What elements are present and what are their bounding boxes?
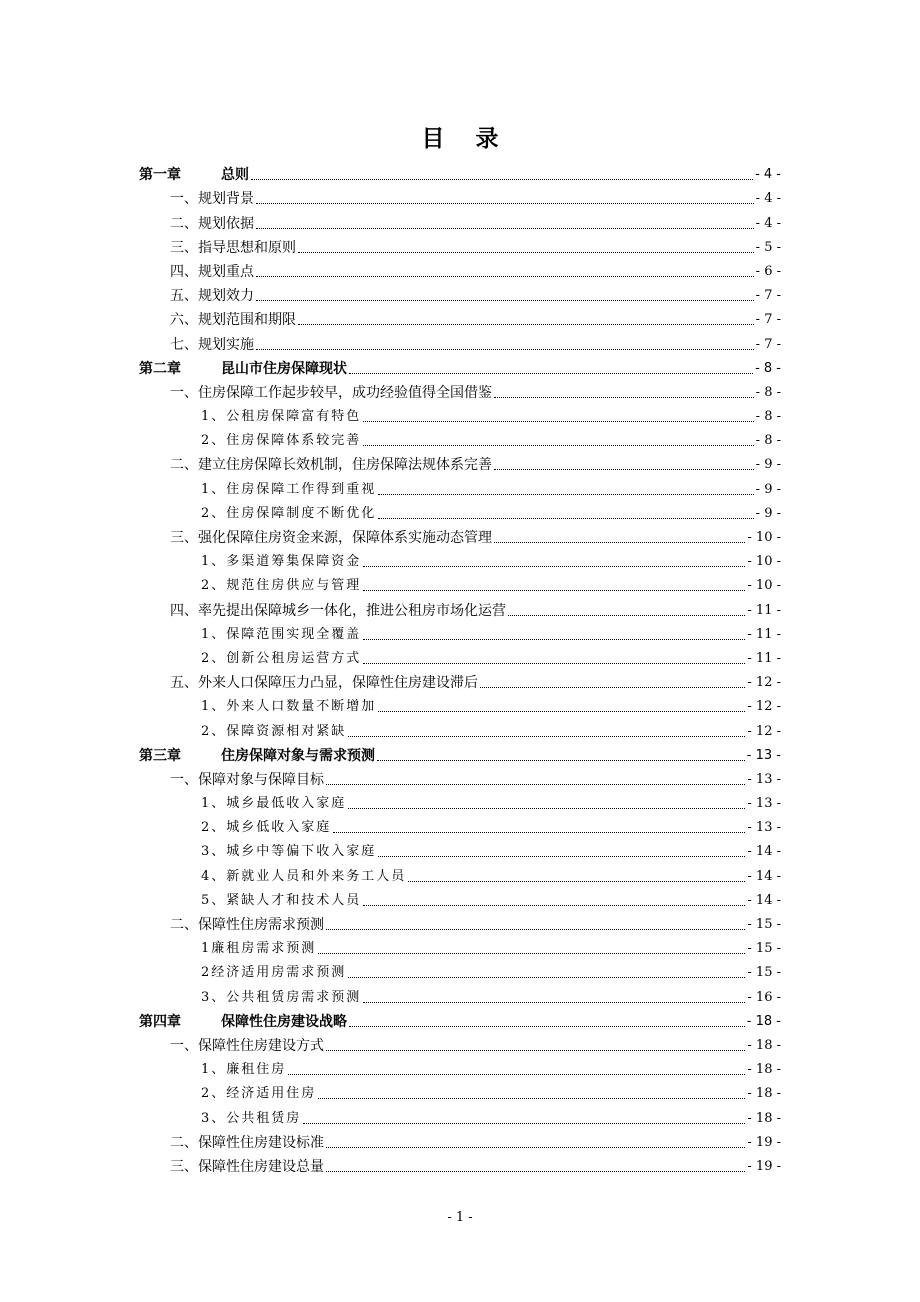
toc-dot-leader (326, 1050, 745, 1051)
toc-dot-leader (508, 615, 745, 616)
table-of-contents (139, 160, 781, 1176)
toc-page-number: - 11 - (747, 626, 781, 642)
toc-dot-leader (251, 179, 753, 180)
toc-entry-title: 1廉租房需求预测 (201, 941, 317, 957)
toc-page-number: - 9 - (755, 505, 781, 521)
toc-entry-title: 1、多渠道筹集保障资金 (201, 554, 362, 570)
toc-entry-title: 1、住房保障工作得到重视 (201, 481, 377, 497)
toc-entry-title: 1、城乡最低收入家庭 (201, 796, 347, 812)
toc-dot-leader (494, 542, 745, 543)
toc-page-number: - 8 - (755, 360, 781, 376)
toc-entry-title: 昆山市住房保障现状 (221, 360, 347, 377)
toc-section-entry[interactable] (139, 305, 781, 329)
toc-page-number: - 18 - (747, 1110, 781, 1126)
toc-page-number: - 18 - (747, 1037, 781, 1053)
toc-subsection-entry[interactable] (139, 571, 781, 595)
toc-dot-leader (256, 203, 754, 204)
toc-section-entry[interactable] (139, 765, 781, 789)
toc-entry-title: 1、外来人口数量不断增加 (201, 699, 377, 715)
toc-dot-leader (363, 663, 745, 664)
toc-subsection-entry[interactable] (139, 837, 781, 861)
toc-entry-title: 六、规划范围和期限 (170, 312, 296, 329)
toc-page-number: - 10 - (747, 554, 781, 570)
toc-dot-leader (326, 1171, 745, 1172)
toc-chapter-number: 第四章 (139, 1013, 181, 1030)
toc-section-entry[interactable] (139, 1152, 781, 1176)
toc-entry-title: 1、公租房保障富有特色 (201, 409, 362, 425)
toc-page-number: - 14 - (747, 844, 781, 860)
toc-chapter-number: 第三章 (139, 747, 181, 764)
toc-entry-title: 一、保障对象与保障目标 (170, 771, 324, 788)
toc-section-entry[interactable] (139, 1128, 781, 1152)
toc-dot-leader (348, 977, 745, 978)
toc-page-number: - 15 - (747, 965, 781, 981)
toc-dot-leader (256, 300, 754, 301)
toc-page-number: - 18 - (747, 1062, 781, 1078)
toc-dot-leader (303, 1123, 745, 1124)
toc-subsection-entry[interactable] (139, 426, 781, 450)
toc-dot-leader (326, 784, 745, 785)
toc-entry-title: 2、住房保障体系较完善 (201, 433, 362, 449)
toc-subsection-entry[interactable] (139, 692, 781, 716)
toc-entry-title: 1、廉租住房 (201, 1062, 287, 1078)
toc-entry-title: 总则 (221, 167, 249, 184)
toc-section-entry[interactable] (139, 1031, 781, 1055)
toc-dot-leader (318, 953, 745, 954)
toc-chapter-entry[interactable] (139, 354, 781, 378)
toc-dot-leader (494, 397, 754, 398)
toc-subsection-entry[interactable] (139, 958, 781, 982)
toc-entry-title: 2、创新公租房运营方式 (201, 650, 362, 666)
toc-page-number: - 7 - (755, 336, 781, 352)
toc-entry-title: 四、规划重点 (170, 263, 254, 280)
toc-dot-leader (363, 445, 753, 446)
toc-page-number: - 19 - (747, 1134, 781, 1150)
toc-page-number: - 8 - (755, 433, 781, 449)
toc-entry-title: 一、保障性住房建设方式 (170, 1037, 324, 1054)
toc-page-number: - 7 - (755, 312, 781, 328)
toc-page-number: - 4 - (755, 167, 781, 183)
toc-dot-leader (298, 252, 754, 253)
toc-entry-title: 三、指导思想和原则 (170, 239, 296, 256)
toc-chapter-entry[interactable] (139, 741, 781, 765)
toc-dot-leader (363, 590, 745, 591)
toc-dot-leader (349, 373, 753, 374)
toc-dot-leader (256, 228, 754, 229)
toc-entry-title: 2、规范住房供应与管理 (201, 578, 362, 594)
toc-dot-leader (378, 711, 745, 712)
toc-subsection-entry[interactable] (139, 1079, 781, 1103)
toc-entry-title: 2、城乡低收入家庭 (201, 820, 332, 836)
toc-page-number: - 4 - (755, 191, 781, 207)
toc-dot-leader (378, 494, 753, 495)
toc-entry-title: 5、紧缺人才和技术人员 (201, 892, 362, 908)
toc-entry-title: 一、规划背景 (170, 191, 254, 208)
toc-subsection-entry[interactable] (139, 402, 781, 426)
toc-page-number: - 12 - (747, 675, 781, 691)
toc-dot-leader (363, 421, 753, 422)
toc-dot-leader (348, 808, 745, 809)
toc-subsection-entry[interactable] (139, 861, 781, 885)
toc-page-number: - 10 - (747, 578, 781, 594)
toc-page-number: - 14 - (747, 892, 781, 908)
toc-dot-leader (326, 929, 745, 930)
toc-subsection-entry[interactable] (139, 620, 781, 644)
toc-page-number: - 12 - (747, 699, 781, 715)
page-number-footer: - 1 - (447, 1210, 473, 1225)
toc-subsection-entry[interactable] (139, 1103, 781, 1127)
toc-subsection-entry[interactable] (139, 716, 781, 740)
toc-entry-title: 住房保障对象与需求预测 (221, 747, 375, 764)
toc-entry-title: 4、新就业人员和外来务工人员 (201, 868, 407, 884)
toc-page-number: - 6 - (755, 263, 781, 279)
toc-page-number: - 9 - (755, 457, 781, 473)
toc-section-entry[interactable] (139, 523, 781, 547)
toc-entry-title: 1、保障范围实现全覆盖 (201, 626, 362, 642)
toc-entry-title: 一、住房保障工作起步较早，成功经验值得全国借鉴 (170, 384, 492, 401)
toc-subsection-entry[interactable] (139, 886, 781, 910)
toc-page-number: - 7 - (755, 288, 781, 304)
toc-dot-leader (363, 639, 745, 640)
toc-entry-title: 3、城乡中等偏下收入家庭 (201, 844, 377, 860)
toc-subsection-entry[interactable] (139, 499, 781, 523)
toc-chapter-entry[interactable] (139, 160, 781, 184)
toc-entry-title: 三、保障性住房建设总量 (170, 1158, 324, 1175)
toc-chapter-entry[interactable] (139, 1007, 781, 1031)
toc-section-entry[interactable] (139, 595, 781, 619)
toc-dot-leader (363, 566, 745, 567)
toc-page-number: - 16 - (747, 989, 781, 1005)
toc-subsection-entry[interactable] (139, 547, 781, 571)
toc-entry-title: 三、强化保障住房资金来源，保障体系实施动态管理 (170, 530, 492, 546)
toc-entry-title: 2、经济适用住房 (201, 1086, 317, 1102)
toc-subsection-entry[interactable] (139, 934, 781, 958)
toc-dot-leader (288, 1074, 745, 1075)
toc-dot-leader (326, 1147, 745, 1148)
toc-entry-title: 二、建立住房保障长效机制，住房保障法规体系完善 (170, 457, 492, 474)
toc-page-number: - 13 - (747, 820, 781, 836)
toc-entry-title: 2、保障资源相对紧缺 (201, 723, 347, 739)
toc-entry-title: 五、外来人口保障压力凸显，保障性住房建设滞后 (170, 675, 478, 692)
toc-chapter-number: 第二章 (139, 360, 181, 377)
toc-page-number: - 4 - (755, 215, 781, 231)
toc-entry-title: 五、规划效力 (170, 288, 254, 305)
toc-page-number: - 11 - (747, 650, 781, 666)
toc-subsection-entry[interactable] (139, 644, 781, 668)
toc-section-entry[interactable] (139, 910, 781, 934)
toc-subsection-entry[interactable] (139, 789, 781, 813)
toc-section-entry[interactable] (139, 378, 781, 402)
toc-subsection-entry[interactable] (139, 813, 781, 837)
toc-page-number: - 14 - (747, 868, 781, 884)
toc-dot-leader (333, 832, 745, 833)
page-title: 目 录 (421, 126, 510, 152)
toc-entry-title: 2、住房保障制度不断优化 (201, 505, 377, 521)
toc-page-number: - 18 - (747, 1086, 781, 1102)
toc-entry-title: 四、率先提出保障城乡一体化，推进公租房市场化运营 (170, 602, 506, 619)
toc-subsection-entry[interactable] (139, 982, 781, 1006)
toc-subsection-entry[interactable] (139, 474, 781, 498)
toc-dot-leader (378, 856, 745, 857)
toc-page-number: - 12 - (747, 723, 781, 739)
toc-section-entry[interactable] (139, 668, 781, 692)
toc-dot-leader (349, 1026, 745, 1027)
toc-section-entry[interactable] (139, 208, 781, 232)
toc-subsection-entry[interactable] (139, 1055, 781, 1079)
toc-dot-leader (377, 760, 745, 761)
toc-dot-leader (363, 1002, 745, 1003)
toc-dot-leader (318, 1098, 745, 1099)
toc-page-number: - 8 - (755, 409, 781, 425)
toc-page-number: - 15 - (747, 917, 781, 932)
toc-section-entry[interactable] (139, 184, 781, 208)
toc-dot-leader (494, 469, 754, 470)
toc-dot-leader (480, 687, 745, 688)
toc-dot-leader (256, 276, 754, 277)
toc-page-number: - 11 - (747, 602, 781, 618)
toc-entry-title: 2经济适用房需求预测 (201, 965, 347, 981)
toc-entry-title: 3、公共租赁房 (201, 1110, 302, 1126)
toc-chapter-number: 第一章 (139, 167, 181, 184)
toc-page-number: - 13 - (747, 796, 781, 812)
toc-page-number: - 10 - (747, 530, 781, 545)
toc-page-number: - 13 - (746, 747, 781, 763)
toc-dot-leader (378, 518, 753, 519)
toc-page-number: - 15 - (747, 941, 781, 957)
toc-section-entry[interactable] (139, 257, 781, 281)
toc-section-entry[interactable] (139, 450, 781, 474)
toc-entry-title: 二、保障性住房需求预测 (170, 917, 324, 933)
toc-entry-title: 3、公共租赁房需求预测 (201, 989, 362, 1005)
toc-dot-leader (348, 736, 745, 737)
toc-dot-leader (408, 881, 745, 882)
toc-page-number: - 9 - (755, 481, 781, 497)
toc-entry-title: 七、规划实施 (170, 336, 254, 353)
toc-dot-leader (298, 324, 754, 325)
toc-page-number: - 18 - (746, 1013, 781, 1029)
toc-section-entry[interactable] (139, 281, 781, 305)
toc-page-number: - 13 - (747, 771, 781, 787)
toc-page-number: - 5 - (755, 239, 781, 255)
toc-entry-title: 保障性住房建设战略 (221, 1013, 347, 1030)
toc-section-entry[interactable] (139, 233, 781, 257)
toc-entry-title: 二、规划依据 (170, 215, 254, 232)
toc-entry-title: 二、保障性住房建设标准 (170, 1134, 324, 1151)
toc-section-entry[interactable] (139, 329, 781, 353)
toc-dot-leader (363, 905, 745, 906)
toc-page-number: - 8 - (755, 384, 781, 400)
toc-dot-leader (256, 349, 754, 350)
toc-page-number: - 19 - (747, 1158, 781, 1174)
